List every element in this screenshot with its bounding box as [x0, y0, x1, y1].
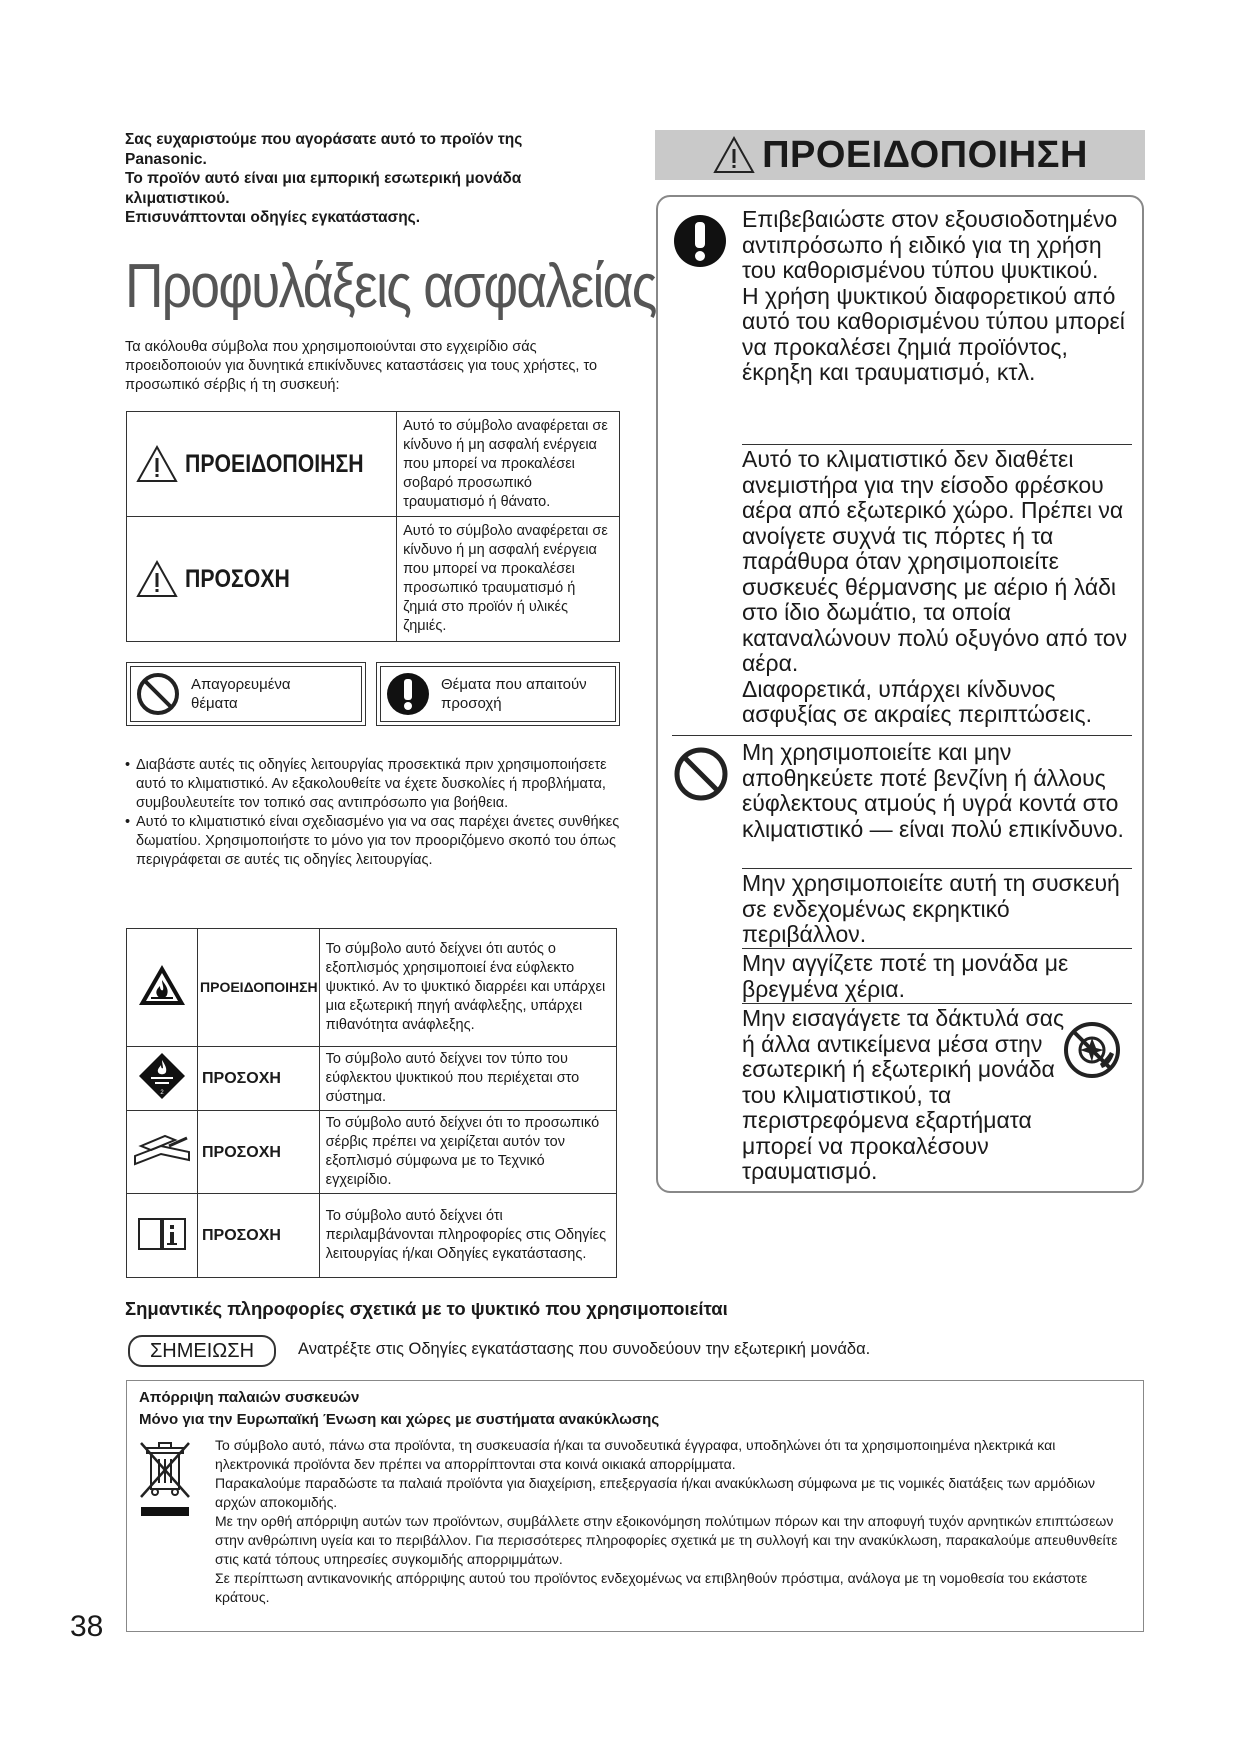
service-manual-icon: [131, 1132, 193, 1166]
symbol-boxes: [126, 662, 620, 726]
warning-header: [655, 130, 1145, 180]
warning-text: Διαφορετικά, υπάρχει κίνδυνος ασφυξίας σε ακραίες περιπτώσεις.: [742, 675, 1092, 727]
disposal-paragraph: Το σύμβολο αυτό, πάνω στα προϊόντα, τη συσκευασία ή/και τα συνοδευτικά έγγραφα, υποδηλώνει ότι τα χρησιμοποιημένα ηλεκτρικά και ηλεκτρονικά προϊόντα δεν πρέπει να απορρίπτονται στα κοινά οικιακά απορρίμματα.: [215, 1437, 1056, 1472]
list-item: • Αυτό το κλιματιστικό είναι σχεδιασμένο για να σας παρέχει άνετες συνθήκες δωματίου. Χρησιμοποιήστε το μόνο για τον προοριζόμενο σκοπό του όπως περιγράφεται σε αυτές τις οδηγίες λειτουργίας.: [125, 813, 625, 870]
divider: [742, 948, 1132, 949]
page-title: Προφυλάξεις ασφαλείας: [125, 252, 656, 321]
note-badge: ΣΗΜΕΙΩΣΗ: [128, 1335, 276, 1367]
warning-panel: [656, 195, 1144, 1193]
symbol-description: Το σύμβολο αυτό δείχνει τον τύπο του εύφλεκτου ψυκτικού που περιέχεται στο σύστημα.: [319, 1047, 616, 1111]
warning-header-label: ΠΡΟΕΙΔΟΠΟΙΗΣΗ: [762, 133, 1088, 176]
disposal-text: [215, 1436, 1133, 1607]
exclamation-icon: [672, 213, 728, 269]
intro-text: [125, 130, 595, 228]
warning-triangle-icon: [135, 444, 179, 484]
warning-block-refrigerant: [742, 207, 1132, 386]
symbol-label: ΠΡΟΣΟΧΗ: [185, 564, 290, 593]
disposal-paragraph: Σε περίπτωση αντικανονικής απόρριψης αυτού του προϊόντος ενδεχομένως να επιβληθούν πρόστιμα, ανάλογα με τη νομοθεσία του εκάστοτε κράτους.: [215, 1570, 1088, 1605]
symbol-label: ΠΡΟΣΟΧΗ: [198, 1111, 320, 1194]
table-row: [127, 1111, 617, 1194]
refrigerant-symbol-table: [126, 928, 617, 1278]
weee-bin-icon: [137, 1439, 193, 1519]
table-row: [127, 1047, 617, 1111]
symbol-label: ΠΡΟΕΙΔΟΠΟΙΗΣΗ: [198, 929, 320, 1047]
no-fingers-fan-icon: [1062, 1020, 1122, 1080]
attention-box: [376, 662, 620, 726]
flammable-gas-diamond-icon: [137, 1051, 187, 1101]
prohibited-icon: [672, 745, 730, 803]
symbol-description: Αυτό το σύμβολο αναφέρεται σε κίνδυνο ή μη ασφαλή ενέργεια που μπορεί να προκαλέσει σοβαρό προσωπικό τραυματισμό ή θάνατο.: [397, 412, 620, 517]
prohibited-box: [126, 662, 366, 726]
note-text: Ανατρέξτε στις Οδηγίες εγκατάστασης που συνοδεύουν την εξωτερική μονάδα.: [298, 1340, 871, 1358]
intro-line: Σας ευχαριστούμε που αγοράσατε αυτό το προϊόν της: [125, 131, 523, 148]
intro-line: Επισυνάπτονται οδηγίες εγκατάστασης.: [125, 209, 421, 226]
svg-text:2: 2: [160, 1089, 164, 1096]
exclamation-icon: [385, 671, 431, 717]
disposal-paragraph: Με την ορθή απόρριψη αυτών των προϊόντων, συμβάλλετε στην εξοικονόμηση πολύτιμων πόρων και την αποφυγή τυχόν αρνητικών επιπτώσεων στην ανθρώπινη υγεία και το περιβάλλον. Για περισσότερες πληροφορίες σχετικά με τη συλλογή και την ανακύκλωση, παρακαλούμε απευθυνθείτε στις κατά τόπους υπηρεσίες συγκομιδής απορριμμάτων.: [215, 1513, 1118, 1567]
symbol-legend-table: [126, 411, 620, 642]
symbol-description: Το σύμβολο αυτό δείχνει ότι το προσωπικό σέρβις πρέπει να χειρίζεται αυτόν τον εξοπλισμό σύμφωνα με το Τεχνικό εγχειρίδιο.: [319, 1111, 616, 1194]
intro-line: κλιματιστικού.: [125, 189, 230, 207]
prohibited-explosive-text: Μην χρησιμοποιείτε αυτή τη συσκευή σε ενδεχομένως εκρηκτικό περιβάλλον.: [742, 870, 1120, 947]
warning-text: Η χρήση ψυκτικού διαφορετικού από αυτό του καθορισμένου τύπου μπορεί να προκαλέσει ζημιά προϊόντος, έκρηξη και τραυματισμό, κτλ.: [742, 282, 1125, 385]
divider: [742, 444, 1132, 445]
operating-instructions-icon: [136, 1213, 188, 1253]
disposal-heading: Απόρριψη παλαιών συσκευών: [139, 1389, 360, 1406]
warning-triangle-icon: [712, 135, 756, 175]
refrigerant-section-title: Σημαντικές πληροφορίες σχετικά με το ψυκτικό που χρησιμοποιείται: [125, 1298, 728, 1319]
disposal-paragraph: Παρακαλούμε παραδώστε τα παλαιά προϊόντα για διαχείριση, επεξεργασία ή/και ανακύκλωση σύμφωνα με τις νομικές διατάξεις των αρμόδιων αρχών αποκομιδής.: [215, 1475, 1095, 1510]
attention-label: Θέματα που απαιτούν προσοχή: [441, 676, 587, 712]
table-row: [127, 1194, 617, 1278]
flammable-warning-icon: [136, 962, 188, 1008]
lead-paragraph: Τα ακόλουθα σύμβολα που χρησιμοποιούνται στο εγχειρίδιο σάς προειδοποιούν για δυνητικά επικίνδυνες καταστάσεις για τους χρήστες, το προσωπικό σέρβις ή τη συσκευή:: [125, 339, 598, 393]
symbol-description: Το σύμβολο αυτό δείχνει ότι αυτός ο εξοπλισμός χρησιμοποιεί ένα εύφλεκτο ψυκτικό. Αν το ψυκτικό διαρρέει και υπάρχει μια εξωτερική πηγή ανάφλεξης, υπάρχει πιθανότητα ανάφλεξης.: [319, 929, 616, 1047]
divider: [672, 735, 1132, 736]
symbol-description: Το σύμβολο αυτό δείχνει ότι περιλαμβάνονται πληροφορίες στις Οδηγίες λειτουργίας ή/και Οδηγίες εγκατάστασης.: [319, 1194, 616, 1278]
prohibited-label: Απαγορευμένα θέματα: [191, 676, 291, 712]
symbol-label: ΠΡΟΣΟΧΗ: [198, 1194, 320, 1278]
intro-line: Panasonic.: [125, 150, 207, 168]
caution-triangle-icon: [135, 559, 179, 599]
disposal-box: [126, 1380, 1144, 1632]
prohibited-fingers-text: Μην εισαγάγετε τα δάκτυλά σας ή άλλα αντικείμενα μέσα στην εσωτερική ή εξωτερική μονάδα του κλιματιστικού, τα περιστρεφόμενα εξαρτήματα μπορεί να προκαλέσουν τραυματισμό.: [742, 1005, 1065, 1184]
disposal-subheading: Μόνο για την Ευρωπαϊκή Ένωση και χώρες με συστήματα ανακύκλωσης: [139, 1411, 660, 1428]
warning-text: Επιβεβαιώστε στον εξουσιοδοτημένο αντιπρόσωπο ή ειδικό για τη χρήση του καθορισμένου τύπου ψυκτικού.: [742, 206, 1118, 283]
warning-block-ventilation: [742, 447, 1132, 728]
symbol-label: ΠΡΟΕΙΔΟΠΟΙΗΣΗ: [185, 449, 364, 478]
prohibited-icon: [135, 671, 181, 717]
divider: [742, 868, 1132, 869]
symbol-label: ΠΡΟΣΟΧΗ: [198, 1047, 320, 1111]
table-row: [127, 412, 620, 517]
symbol-description: Αυτό το σύμβολο αναφέρεται σε κίνδυνο ή μη ασφαλή ενέργεια που μπορεί να προκαλέσει προσωπικό τραυματισμό ή ζημιά στο προϊόν ή υλικές ζημιές.: [397, 517, 620, 642]
intro-line: Το προϊόν αυτό είναι μια εμπορική εσωτερική μονάδα: [125, 170, 522, 187]
instruction-bullets: [125, 756, 625, 870]
list-item: • Διαβάστε αυτές τις οδηγίες λειτουργίας προσεκτικά πριν χρησιμοποιήσετε αυτό το κλιματιστικό. Αν εξακολουθείτε να έχετε δυσκολίες ή προβλήματα, συμβουλευτείτε τον τοπικό σας αντιπρόσωπο για βοήθεια.: [125, 756, 625, 813]
prohibited-wet-hands-text: Μην αγγίζετε ποτέ τη μονάδα με βρεγμένα χέρια.: [742, 950, 1069, 1002]
table-row: [127, 929, 617, 1047]
page-number: 38: [70, 1610, 104, 1643]
table-row: [127, 517, 620, 642]
prohibited-gasoline-text: Μη χρησιμοποιείτε και μην αποθηκεύετε ποτέ βενζίνη ή άλλους εύφλεκτους ατμούς ή υγρά κοντά στο κλιματιστικό — είναι πολύ επικίνδυνο.: [742, 739, 1124, 842]
divider: [742, 1003, 1132, 1004]
warning-text: Αυτό το κλιματιστικό δεν διαθέτει ανεμιστήρα για την είσοδο φρέσκου αέρα από εξωτερικό χώρο. Πρέπει να ανοίγετε συχνά τις πόρτες ή τα παράθυρα όταν χρησιμοποιείτε συσκευές θέρμανσης με αέριο ή λάδι στο ίδιο δωμάτιο, τα οποία καταναλώνουν πολύ οξυγόνο από τον αέρα.: [742, 446, 1128, 676]
